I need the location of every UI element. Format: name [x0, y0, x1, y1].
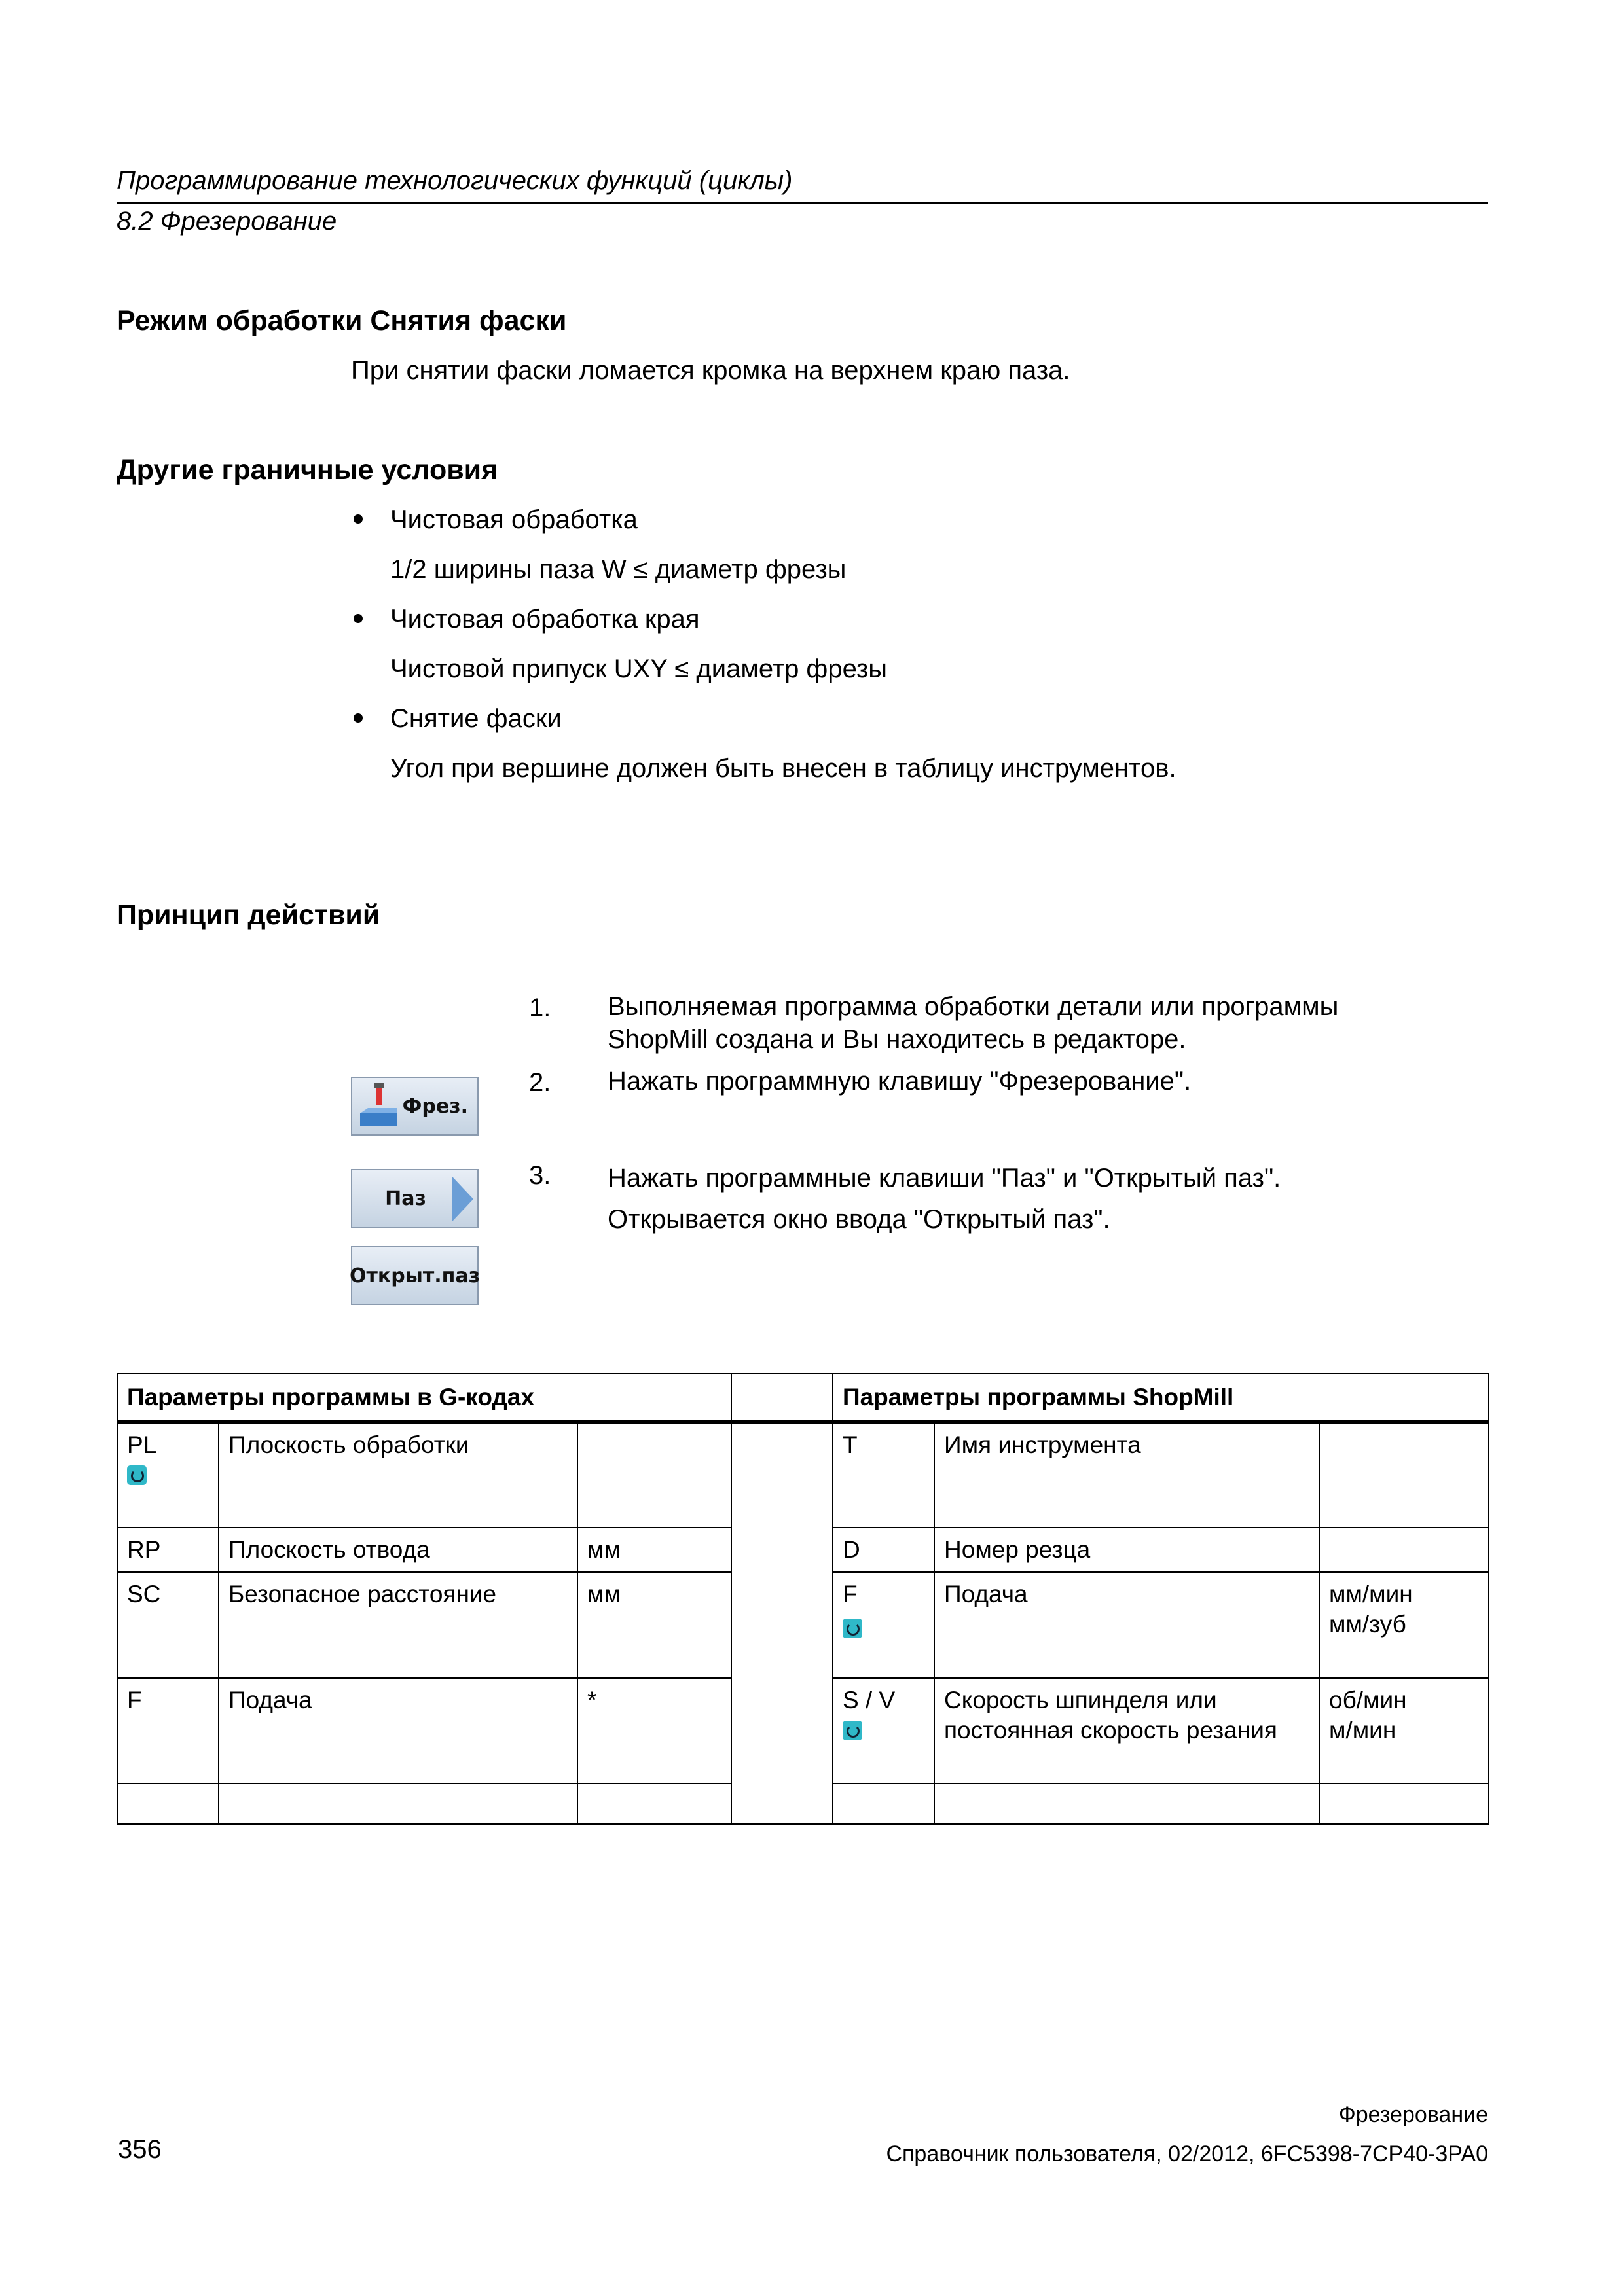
- toggle-icon[interactable]: [843, 1619, 862, 1638]
- boundary-item-label: Чистовая обработка края: [390, 605, 700, 634]
- table-row: [117, 1422, 1489, 1528]
- boundary-item-detail: Угол при вершине должен быть внесен в таблицу инструментов.: [390, 754, 1176, 783]
- param-code-text: F: [843, 1580, 858, 1607]
- bullet-icon: [354, 514, 363, 524]
- running-header-chapter: Программирование технологических функций (циклы): [117, 166, 793, 195]
- step-number: 1.: [529, 994, 551, 1022]
- param-code: [833, 1678, 934, 1784]
- bullet-icon: [354, 614, 363, 623]
- toggle-icon[interactable]: [127, 1465, 147, 1485]
- footer-manual: Справочник пользователя, 02/2012, 6FC5398-7CP40-3PA0: [886, 2142, 1488, 2166]
- step-number: 3.: [529, 1161, 551, 1190]
- param-desc: Безопасное расстояние: [219, 1572, 577, 1678]
- param-unit: мм: [577, 1528, 731, 1572]
- param-desc: Плоскость отвода: [219, 1528, 577, 1572]
- running-header-section: 8.2 Фрезерование: [117, 207, 337, 236]
- mill-softkey[interactable]: [351, 1077, 479, 1136]
- boundary-item-detail: 1/2 ширины паза W ≤ диаметр фрезы: [390, 555, 847, 584]
- arrow-right-icon: [452, 1177, 473, 1221]
- page-number: 356: [118, 2135, 162, 2164]
- parameters-table: [117, 1373, 1489, 1825]
- step-text: [608, 990, 1338, 1056]
- param-desc: Имя инструмента: [934, 1422, 1319, 1528]
- slot-softkey[interactable]: [351, 1169, 479, 1228]
- bullet-icon: [354, 713, 363, 723]
- step-number: 2.: [529, 1068, 551, 1097]
- table-header-gcode: Параметры программы в G-кодах: [117, 1374, 731, 1422]
- header-rule: [117, 202, 1488, 204]
- param-unit: *: [577, 1678, 731, 1784]
- empty-cell: [934, 1784, 1319, 1824]
- table-spacer: [731, 1422, 833, 1824]
- table-spacer: [731, 1374, 833, 1422]
- param-unit: мм/мин мм/зуб: [1319, 1572, 1489, 1678]
- step-line: Нажать программные клавиши "Паз" и "Открытый паз".: [608, 1164, 1281, 1193]
- table-header-row: [117, 1374, 1489, 1422]
- slot-softkey-label: Паз: [385, 1187, 426, 1210]
- step-line: ShopMill создана и Вы находитесь в редакторе.: [608, 1025, 1186, 1054]
- section-title-procedure: Принцип действий: [117, 899, 380, 931]
- section-title-chamfer: Режим обработки Снятия фаски: [117, 305, 567, 336]
- boundary-item-label: Чистовая обработка: [390, 505, 638, 534]
- table-header-shopmill: Параметры программы ShopMill: [833, 1374, 1489, 1422]
- param-desc: Плоскость обработки: [219, 1422, 577, 1528]
- open-slot-softkey[interactable]: [351, 1246, 479, 1305]
- param-unit: [1319, 1422, 1489, 1528]
- step-line: Выполняемая программа обработки детали или программы: [608, 992, 1339, 1021]
- param-desc: Подача: [934, 1572, 1319, 1678]
- open-slot-softkey-label: Открыт.паз: [349, 1264, 481, 1287]
- empty-cell: [1319, 1784, 1489, 1824]
- empty-cell: [219, 1784, 577, 1824]
- param-code: F: [117, 1678, 219, 1784]
- param-desc: Номер резца: [934, 1528, 1319, 1572]
- footer-chapter: Фрезерование: [1338, 2102, 1488, 2127]
- param-code: [833, 1572, 934, 1678]
- boundary-item-label: Снятие фаски: [390, 704, 562, 733]
- step-line: Нажать программную клавишу "Фрезерование".: [608, 1067, 1192, 1096]
- param-code: T: [833, 1422, 934, 1528]
- boundary-item-detail: Чистовой припуск UXY ≤ диаметр фрезы: [390, 655, 888, 683]
- param-code: RP: [117, 1528, 219, 1572]
- param-unit: об/мин м/мин: [1319, 1678, 1489, 1784]
- chamfer-text: При снятии фаски ломается кромка на верхнем краю паза.: [351, 356, 1070, 385]
- mill-icon: [359, 1083, 398, 1130]
- param-unit: [1319, 1528, 1489, 1572]
- param-code: D: [833, 1528, 934, 1572]
- mill-softkey-label: Фрез.: [402, 1094, 468, 1118]
- empty-cell: [833, 1784, 934, 1824]
- step-line: Открывается окно ввода "Открытый паз".: [608, 1205, 1110, 1234]
- param-code: SC: [117, 1572, 219, 1678]
- section-title-boundary: Другие граничные условия: [117, 454, 498, 486]
- empty-cell: [117, 1784, 219, 1824]
- param-unit: [577, 1422, 731, 1528]
- step-text: [608, 1158, 1281, 1240]
- param-desc: Подача: [219, 1678, 577, 1784]
- param-desc: Скорость шпинделя или постоянная скорость резания: [934, 1678, 1319, 1784]
- param-code-text: S / V: [843, 1686, 896, 1713]
- toggle-icon[interactable]: [843, 1721, 862, 1740]
- param-code-text: PL: [127, 1431, 157, 1458]
- step-text: [608, 1065, 1191, 1098]
- empty-cell: [577, 1784, 731, 1824]
- param-unit: мм: [577, 1572, 731, 1678]
- param-code: [117, 1422, 219, 1528]
